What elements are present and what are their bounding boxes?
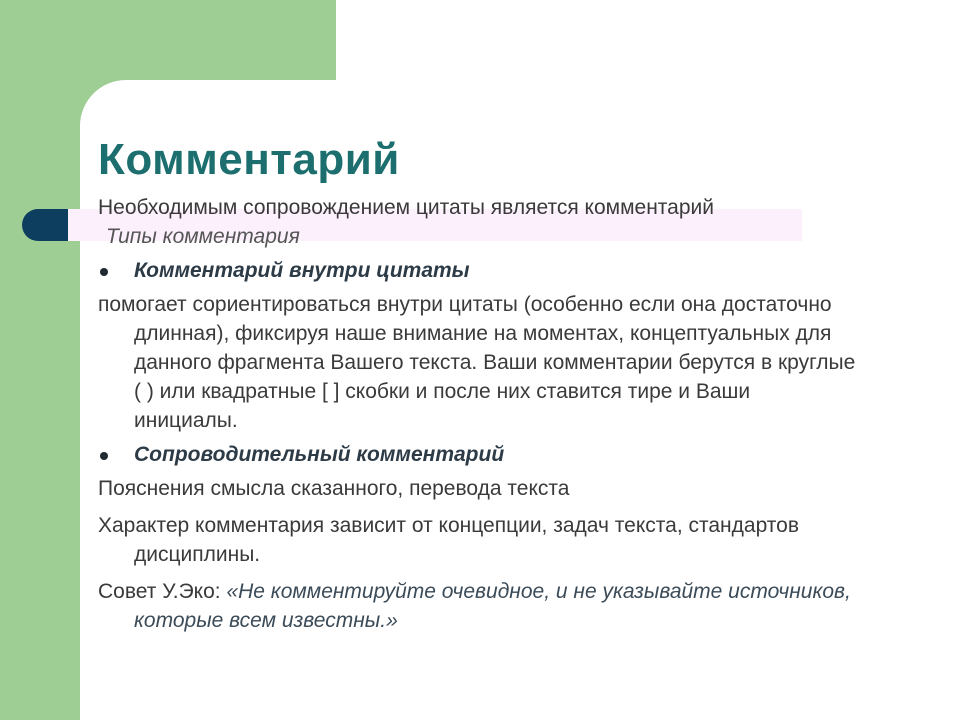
paragraph-explanations: Пояснения смысла сказанного, перевода текста [98,477,570,500]
advice-quote: «Не комментируйте очевидное, и не указывайте источников, которые всем известны.» [134,580,851,632]
bullet-icon [100,452,108,460]
types-subtitle: Типы комментария [106,225,300,248]
bullet-label: Комментарий внутри цитаты [134,259,470,282]
bullet-item-inner-comment [98,256,858,285]
bullet-item-accompanying-comment [98,440,858,469]
advice-prefix: Совет У.Эко: [98,580,227,603]
paragraph-character: Характер комментария зависит от концепции, задач текста, стандартов дисциплины. [98,514,800,566]
paragraph-inner-comment: помогает сориентироваться внутри цитаты (особенно если она достаточно длинная), фиксируя наше внимание на моментах, концептуальных для данного фрагмента Вашего текста. Ваши комментарии берутся в круглые ( ) или квадратные [ ] скобки и после них ставится тире и Ваши инициалы. [98,293,856,432]
bullet-label: Сопроводительный комментарий [134,443,505,466]
slide-title: Комментарий [98,135,400,184]
paragraph-eco-advice [98,577,858,635]
navy-tab-decor [22,209,68,241]
bullet-icon [100,268,108,276]
slide-content [98,193,858,635]
intro-text: Необходимым сопровождением цитаты является комментарий [98,196,714,219]
